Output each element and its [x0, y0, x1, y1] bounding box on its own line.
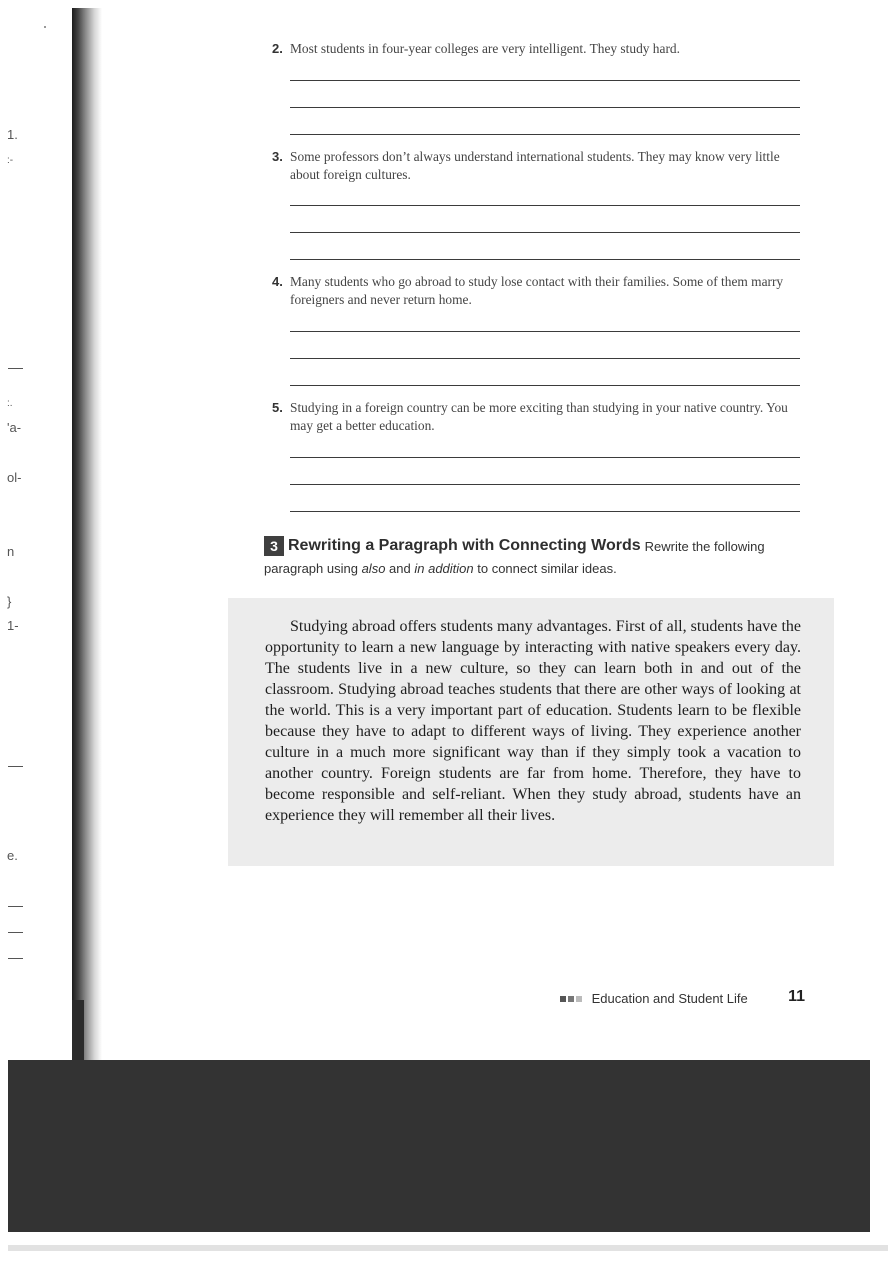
chapter-title: Education and Student Life	[591, 991, 748, 1007]
exercise-item	[272, 273, 812, 309]
answer-line	[290, 134, 800, 135]
margin-rule	[8, 766, 23, 767]
item-text: Most students in four-year colleges are very intelligent. They study hard.	[290, 41, 680, 56]
source-paragraph: Studying abroad offers students many advantages. First of all, students have the opportunity to learn a new language by interacting with native speakers every day. The students live in a new culture, so they can learn both in and out of the classroom. Studying abroad teaches students that there are other ways of looking at the world. This is a very important part of education. Students learn to be flexible because they have to adapt to different ways of living. They experience another culture in a much more significant way than if they simply took a vacation to another country. Foreign students are far from home. Therefore, they have to become responsible and self-reliant. When they study abroad, students have an experience they will remember all their lives.	[265, 618, 801, 824]
section-title: Rewriting a Paragraph with Connecting Words	[288, 537, 641, 554]
section-instruction-continued	[264, 561, 824, 576]
footer-square-icon	[576, 996, 582, 1002]
answer-line	[290, 457, 800, 458]
book-spine-shadow	[72, 8, 102, 1060]
answer-line	[290, 107, 800, 108]
instruction-text: and	[385, 561, 415, 576]
item-number: 4.	[272, 274, 283, 289]
margin-fragment: ol-	[7, 470, 22, 485]
answer-line	[290, 205, 800, 206]
item-number: 5.	[272, 400, 283, 415]
exercise-item	[272, 148, 812, 184]
answer-line	[290, 511, 800, 512]
instruction-text: to connect similar ideas.	[473, 561, 617, 576]
item-text: Studying in a foreign country can be more exciting than studying in your native country. You may get a better education.	[290, 400, 788, 433]
answer-line	[290, 484, 800, 485]
margin-fragment: 1.	[7, 127, 18, 142]
exercise-item	[272, 399, 812, 435]
margin-rule	[8, 906, 23, 907]
answer-line	[290, 385, 800, 386]
section-instruction: Rewrite the following	[644, 538, 765, 554]
margin-fragment: }	[7, 594, 12, 609]
page-number: 11	[788, 988, 805, 1005]
item-number: 2.	[272, 41, 283, 56]
scan-bottom-strip	[8, 1245, 888, 1251]
section-number-badge: 3	[264, 536, 284, 556]
answer-line	[290, 358, 800, 359]
margin-fragment: n	[7, 544, 15, 559]
margin-fragment: :-	[7, 155, 14, 166]
footer-square-icon	[560, 996, 566, 1002]
exercise-item	[272, 40, 812, 58]
item-number: 3.	[272, 149, 283, 164]
margin-fragment: 1-	[7, 618, 19, 633]
answer-line	[290, 80, 800, 81]
answer-line	[290, 232, 800, 233]
margin-rule	[8, 368, 23, 369]
item-text: Some professors don’t always understand international students. They may know very little about foreign cultures.	[290, 149, 780, 182]
margin-rule	[8, 958, 23, 959]
instruction-term: also	[361, 561, 386, 576]
scan-speck	[44, 26, 46, 28]
margin-fragment: 'a-	[7, 420, 22, 435]
answer-line	[290, 331, 800, 332]
footer-square-icon	[568, 996, 574, 1002]
margin-rule	[8, 932, 23, 933]
margin-fragment: e.	[7, 848, 18, 863]
page-footer	[560, 990, 805, 1006]
section-heading	[264, 536, 824, 556]
item-text: Many students who go abroad to study lose contact with their families. Some of them marry foreigners and never return home.	[290, 274, 784, 307]
margin-fragment: :.	[7, 398, 13, 409]
scan-bottom-shadow	[8, 1060, 870, 1232]
answer-line	[290, 259, 800, 260]
instruction-term: in addition	[414, 561, 474, 576]
instruction-text: paragraph using	[264, 561, 362, 576]
